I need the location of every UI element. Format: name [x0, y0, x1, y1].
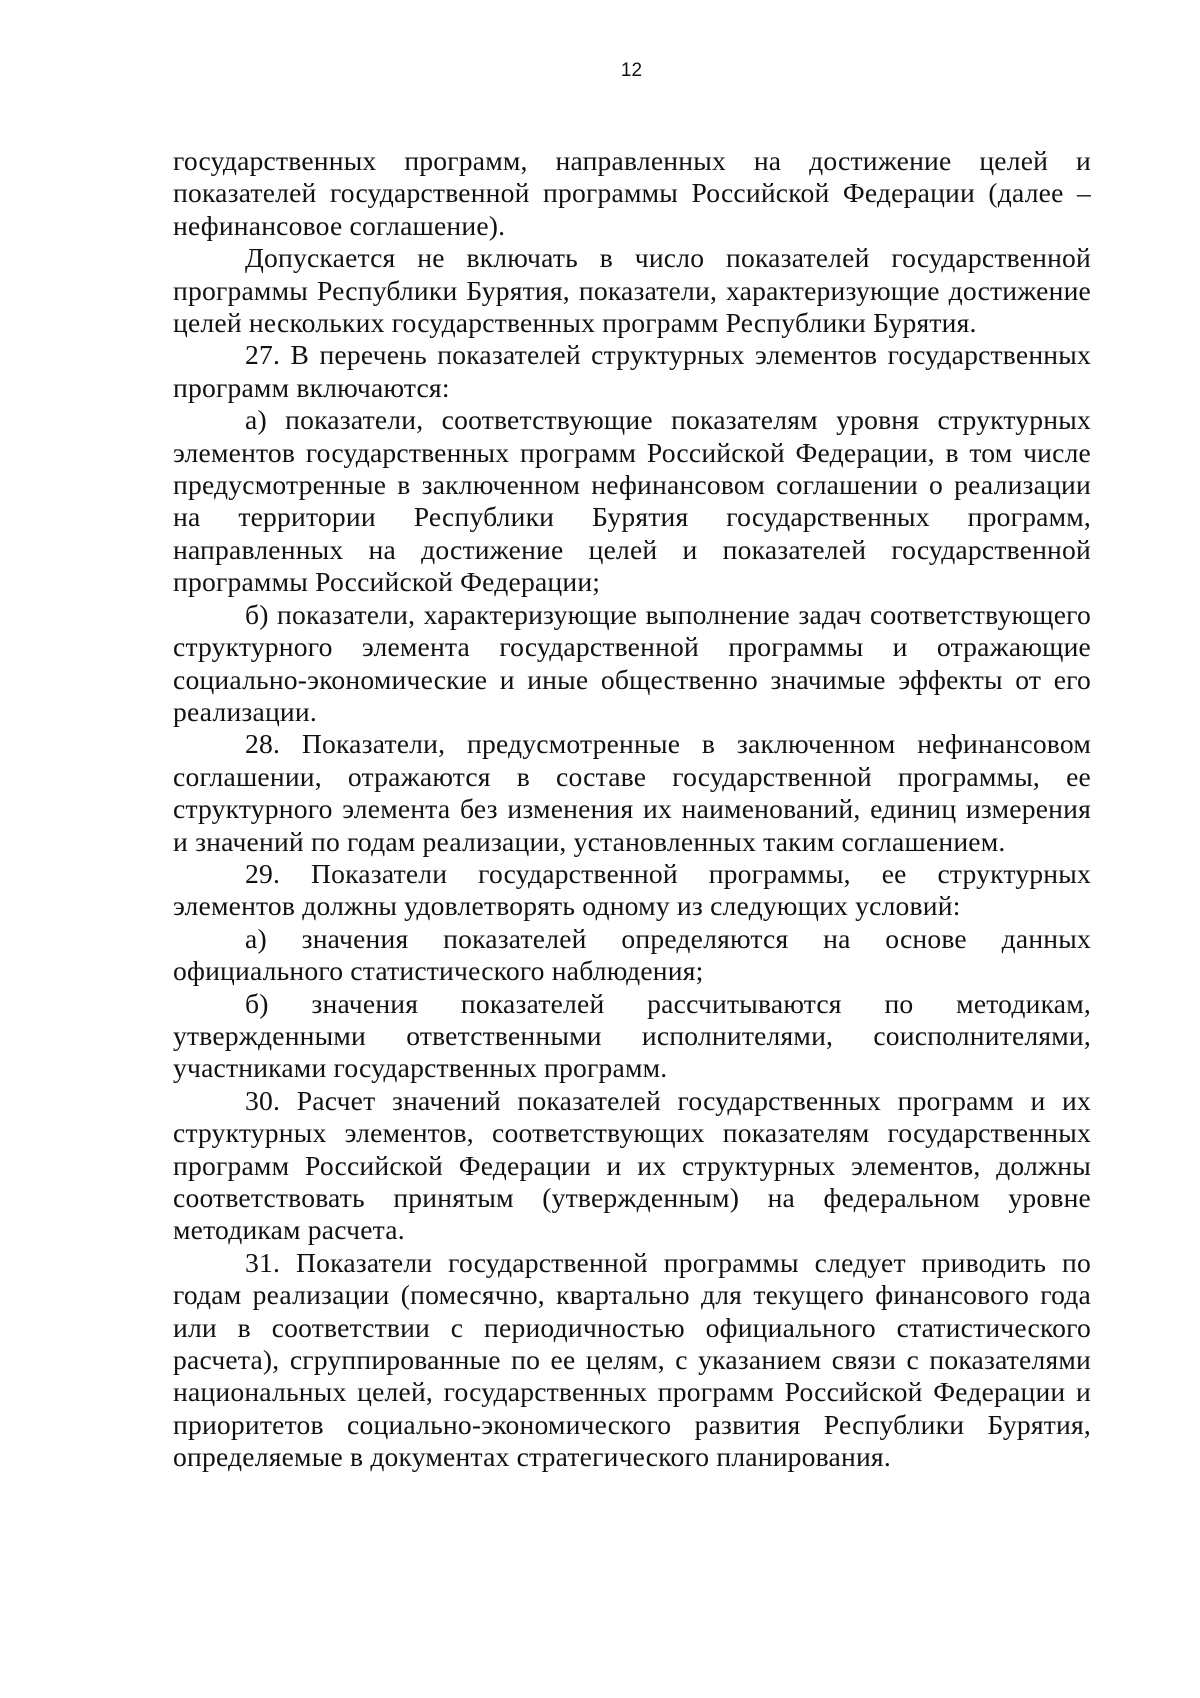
paragraph-item-27a: а) показатели, соответствующие показателям уровня структурных элементов государственных программ Российской Федерации, в том числе предусмотренные в заключенном нефинансовом соглашении о реализации на территории Республики Бурятия государственных программ, направленных на достижение целей и показателей государственной программы Российской Федерации; [173, 404, 1091, 598]
paragraph-item-29a: а) значения показателей определяются на основе данных официального статистического наблюдения; [173, 922, 1091, 987]
paragraph-item-29: 29. Показатели государственной программы, ее структурных элементов должны удовлетворять одному из следующих условий: [173, 857, 1091, 922]
paragraph-item-27b: б) показатели, характеризующие выполнение задач соответствующего структурного элемента государственной программы и отражающие социально-экономические и иные общественно значимые эффекты от его реализации. [173, 598, 1091, 727]
page-number: 12 [620, 60, 643, 81]
paragraph-continuation: государственных программ, направленных на достижение целей и показателей государственной программы Российской Федерации (далее – нефинансовое соглашение). [173, 145, 1091, 241]
paragraph-item-27: 27. В перечень показателей структурных элементов государственных программ включаются: [173, 339, 1091, 403]
paragraph-item-28: 28. Показатели, предусмотренные в заключенном нефинансовом соглашении, отражаются в составе государственной программы, ее структурного элемента без изменения их наименований, единиц измерения и значений по годам реализации, установленных таким соглашением. [173, 728, 1091, 857]
document-body [173, 145, 1091, 1474]
paragraph-item-31: 31. Показатели государственной программы следует приводить по годам реализации (помесячно, квартально для текущего финансового года или в соответствии с периодичностью официального статистического расчета), сгруппированные по ее целям, с указанием связи с показателями национальных целей, государственных программ Российской Федерации и приоритетов социально-экономического развития Республики Бурятия, определяемые в документах стратегического планирования. [173, 1246, 1091, 1473]
paragraph-item-30: 30. Расчет значений показателей государственных программ и их структурных элементов, соответствующих показателям государственных программ Российской Федерации и их структурных элементов, должны соответствовать принятым (утвержденным) на федеральном уровне методикам расчета. [173, 1084, 1091, 1246]
paragraph-item-29b: б) значения показателей рассчитываются по методикам, утвержденными ответственными исполнителями, соисполнителями, участниками государственных программ. [173, 987, 1091, 1084]
paragraph: Допускается не включать в число показателей государственной программы Республики Бурятия, показатели, характеризующие достижение целей нескольких государственных программ Республики Бурятия. [173, 242, 1091, 339]
